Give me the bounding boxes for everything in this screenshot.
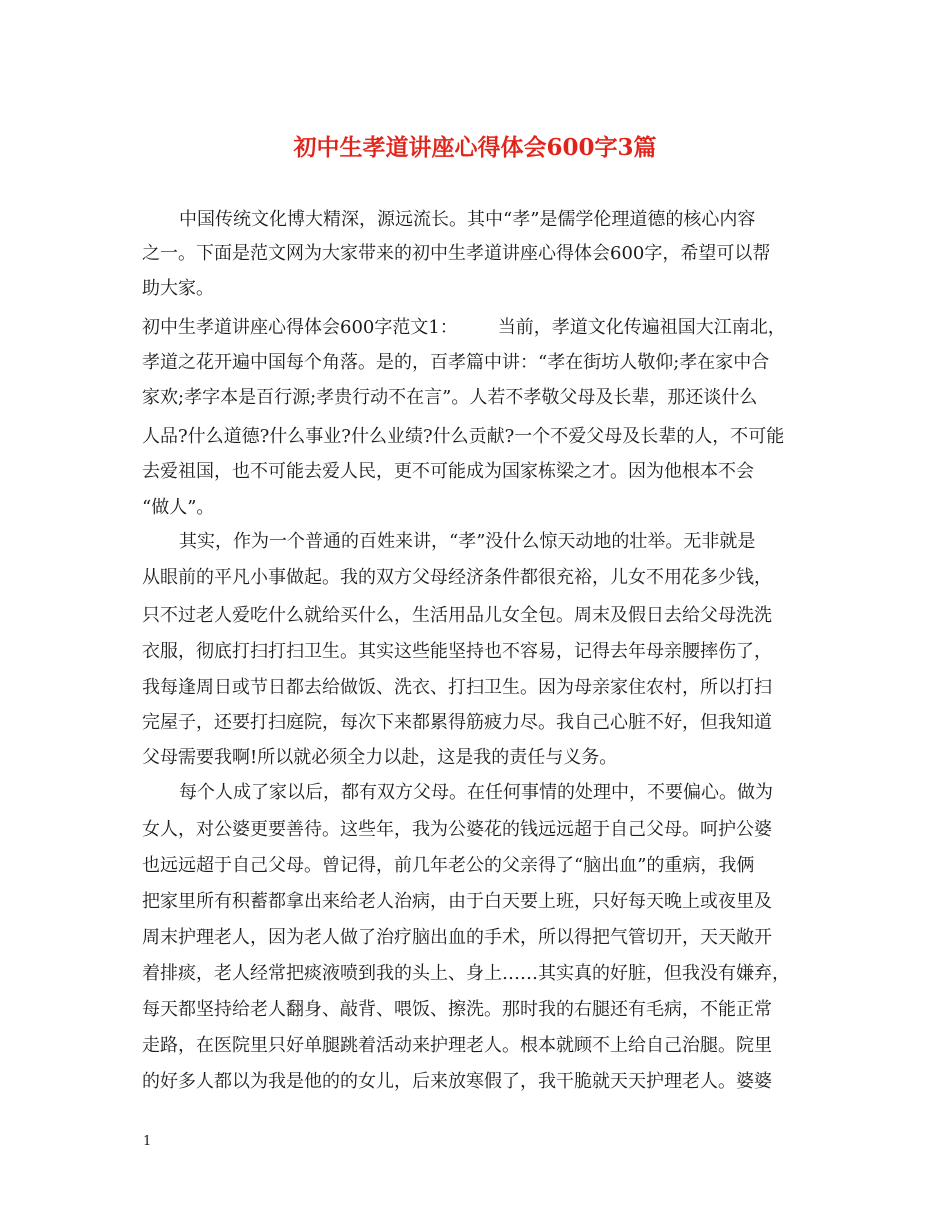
text-line: 走路，在医院里只好单腿跳着活动来护理老人。根本就顾不上给自己治腿。院里: [142, 1035, 772, 1056]
text-line: “做人”。: [142, 497, 215, 518]
text-line: 每个人成了家以后，都有双方父母。在任何事情的处理中，不要偏心。做为: [179, 782, 773, 803]
text-line: 之一。下面是范文网为大家带来的初中生孝道讲座心得体会600字，希望可以帮: [142, 243, 771, 264]
text-line: 人品?什么道德?什么事业?什么业绩?什么贡献?一个不爱父母及长辈的人，不可能: [142, 426, 785, 447]
text-line: 周末护理老人，因为老人做了治疗脑出血的手术，所以得把气管切开，天天敞开: [142, 927, 772, 948]
text-line: 也远远超于自己父母。曾记得，前几年老公的父亲得了“脑出血”的重病，我俩: [142, 855, 755, 876]
text-line: 家欢;孝字本是百行源;孝贵行动不在言”。人若不孝敬父母及长辈，那还谈什么: [142, 387, 758, 408]
text-line: 女人，对公婆更要善待。这些年，我为公婆花的钱远远超于自己父母。呵护公婆: [142, 819, 772, 840]
text-line: 中国传统文化博大精深，源远流长。其中“孝”是儒学伦理道德的核心内容: [179, 209, 756, 230]
text-segment: 当前，孝道文化传遍祖国大江南北，: [497, 317, 786, 338]
text-line: 我每逢周日或节日都去给做饭、洗衣、打扫卫生。因为母亲家住农村，所以打扫: [142, 677, 772, 698]
text-line: 父母需要我啊!所以就必须全力以赴，这是我的责任与义务。: [142, 747, 618, 768]
text-line: 孝道之花开遍中国每个角落。是的，百孝篇中讲：“孝在街坊人敬仰;孝在家中合: [142, 352, 770, 373]
text-line: 去爱祖国，也不可能去爱人民，更不可能成为国家栋梁之才。因为他根本不会: [142, 461, 754, 482]
page-number: 1: [143, 1134, 152, 1149]
text-line: 衣服，彻底打扫打扫卫生。其实这些能坚持也不容易，记得去年母亲腰摔伤了，: [142, 641, 772, 662]
text-line: 完屋子，还要打扫庭院，每次下来都累得筋疲力尽。我自己心脏不好，但我知道: [142, 712, 772, 733]
text-line: 把家里所有积蓄都拿出来给老人治病，由于白天要上班，只好每天晚上或夜里及: [142, 891, 772, 912]
text-line: 从眼前的平凡小事做起。我的双方父母经济条件都很充裕，儿女不用花多少钱，: [142, 567, 772, 588]
text-line: 着排痰，老人经常把痰液喷到我的头上、身上……其实真的好脏，但我没有嫌弃，: [142, 963, 790, 984]
text-line: 助大家。: [142, 278, 214, 299]
text-line: 只不过老人爱吃什么就给买什么，生活用品儿女全包。周末及假日去给父母洗洗: [142, 605, 772, 626]
document-title: 初中生孝道讲座心得体会600字3篇: [293, 134, 657, 161]
section-heading: 初中生孝道讲座心得体会600字范文1：: [142, 317, 458, 338]
text-line: 的好多人都以为我是他的的女儿，后来放寒假了，我干脆就天天护理老人。婆婆: [142, 1071, 772, 1092]
text-line: 其实，作为一个普通的百姓来讲，“孝”没什么惊天动地的壮举。无非就是: [179, 531, 756, 552]
text-line: 每天都坚持给老人翻身、敲背、喂饭、擦洗。那时我的右腿还有毛病，不能正常: [142, 999, 772, 1020]
text-line-composite: [142, 314, 786, 342]
